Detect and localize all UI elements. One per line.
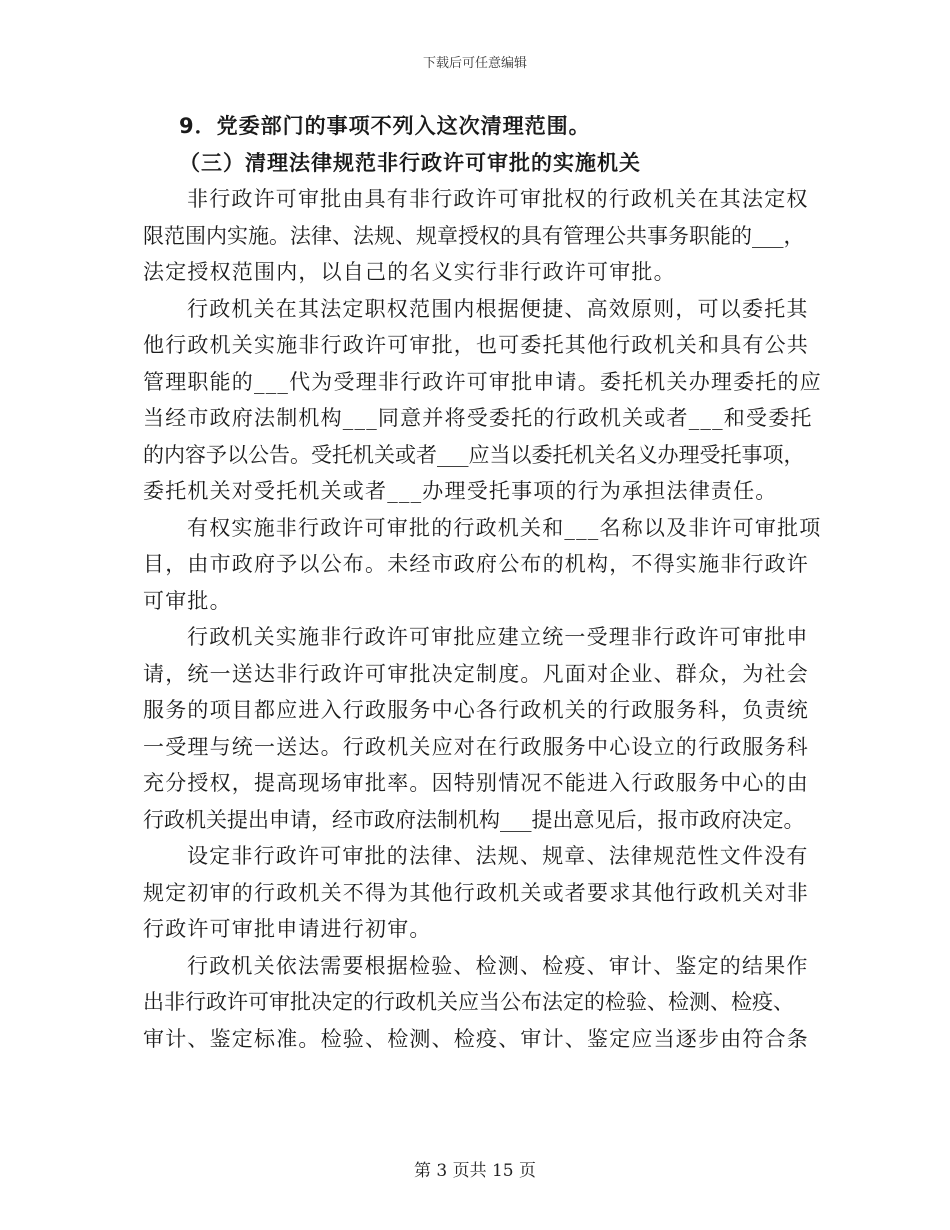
section-heading: （三）清理法律规范非行政许可审批的实施机关 — [179, 150, 641, 175]
paragraph-line: 一受理与统一送达。行政机关应对在行政服务中心设立的行政服务科 — [143, 734, 809, 759]
paragraph-line: 行政机关提出申请，经市政府法制机构___提出意见后，报市政府决定。 — [143, 807, 805, 832]
document-body — [143, 108, 822, 1057]
paragraph-line: 有权实施非行政许可审批的行政机关和___名称以及非许可审批项 — [187, 515, 822, 540]
paragraph-line: 限范围内实施。法律、法规、规章授权的具有管理公共事务职能的___， — [143, 223, 805, 248]
paragraph-line: 设定非行政许可审批的法律、法规、规章、法律规范性文件没有 — [187, 844, 809, 868]
paragraph-line: 管理职能的___代为受理非行政许可审批申请。委托机关办理委托的应 — [143, 369, 822, 394]
page-footer: 第 3 页共 15 页 — [413, 1161, 537, 1181]
paragraph-line: 行政许可审批申请进行初审。 — [143, 917, 432, 941]
paragraph-line: 目，由市政府予以公布。未经市政府公布的机构，不得实施非行政许 — [143, 552, 809, 576]
paragraph-line: 规定初审的行政机关不得为其他行政机关或者要求其他行政机关对非 — [143, 880, 809, 905]
page-header: 下载后可任意编辑 — [422, 56, 527, 71]
paragraph-line: 审计、鉴定标准。检验、检测、检疫、审计、鉴定应当逐步由符合条 — [143, 1026, 809, 1051]
paragraph-line: 他行政机关实施非行政许可审批，也可委托其他行政机关和具有公共 — [143, 333, 809, 357]
paragraph-line: 行政机关在其法定职权范围内根据便捷、高效原则，可以委托其 — [187, 296, 809, 321]
paragraph-line: 请，统一送达非行政许可审批决定制度。凡面对企业、群众，为社会 — [143, 661, 809, 686]
paragraph-line: 法定授权范围内，以自己的名义实行非行政许可审批。 — [143, 260, 676, 284]
paragraph-line: 服务的项目都应进入行政服务中心各行政机关的行政服务科，负责统 — [143, 698, 809, 722]
paragraph-line: 行政机关实施非行政许可审批应建立统一受理非行政许可审批申 — [187, 625, 809, 649]
paragraph-line: 的内容予以公告。受托机关或者___应当以委托机关名义办理受托事项， — [143, 442, 805, 467]
paragraph-line: 委托机关对受托机关或者___办理受托事项的行为承担法律责任。 — [143, 479, 778, 503]
list-item-9: 9．党委部门的事项不列入这次清理范围。 — [179, 114, 591, 138]
paragraph-line: 行政机关依法需要根据检验、检测、检疫、审计、鉴定的结果作 — [187, 953, 809, 978]
paragraph-line: 非行政许可审批由具有非行政许可审批权的行政机关在其法定权 — [187, 187, 809, 211]
paragraph-line: 充分授权，提高现场审批率。因特别情况不能进入行政服务中心的由 — [143, 771, 809, 795]
paragraph-line: 当经市政府法制机构___同意并将受委托的行政机关或者___和受委托 — [143, 406, 813, 430]
paragraph-line: 出非行政许可审批决定的行政机关应当公布法定的检验、检测、检疫、 — [143, 990, 794, 1014]
paragraph-line: 可审批。 — [143, 588, 232, 613]
